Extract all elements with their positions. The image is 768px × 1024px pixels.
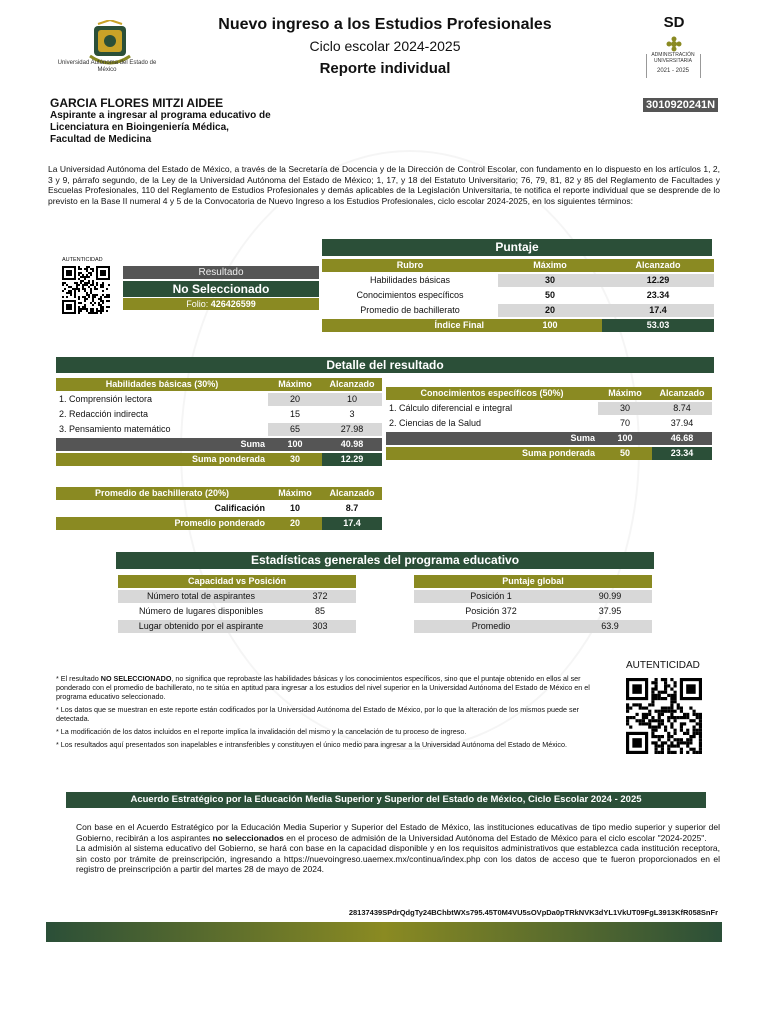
cap-label: Lugar obtenido por el aspirante (118, 620, 284, 633)
global-label: Promedio (414, 620, 568, 633)
puntaje-max: 20 (498, 304, 602, 317)
note-1-a: * El resultado (56, 674, 101, 683)
con-suma-alc: 46.68 (652, 432, 712, 445)
hab-max: 20 (268, 393, 322, 406)
con-header: Conocimientos específicos (50%) (386, 387, 598, 400)
prom-pond-row (56, 517, 382, 530)
acuerdo-p2: La admisión al sistema educativo del Gobierno, se hará con base en la capacidad disponible y en los requisitos administrativos que establezca cada institución receptora, sin costo por trámite de preinscripción, ingresando a https://nuevoingreso.uaemex.mx/continua/index.php con los datos de acceso que te fueron proporcionados en el registro de preinscripción a partir del martes 28 de mayo de 2024. (76, 843, 720, 874)
university-logo-text: Universidad Autónoma del Estado de México (57, 60, 157, 73)
resultado-label: Resultado (123, 266, 319, 279)
puntaje-row (322, 274, 714, 287)
con-suma-max: 100 (598, 432, 652, 445)
conocimientos-table (386, 385, 712, 462)
hab-header-alc: Alcanzado (322, 378, 382, 391)
hab-pond-max: 30 (268, 453, 322, 466)
cap-row (118, 620, 356, 633)
note-1-c: , no significa que reprobaste las habilidades básicas y los conocimientos específicos, sino que el puntaje obtenido en ellos al ser ponderado con el promedio de bachillerato, no te sitúa en aptitud para ingresar a los estudios del nivel superior en la Universidad Autónoma del Estado de México en el programa educativo seleccionado. (56, 674, 590, 701)
hab-name: 2. Redacción indirecta (59, 409, 149, 419)
cap-value: 303 (284, 620, 356, 633)
puntaje-alc: 12.29 (602, 274, 714, 287)
prom-cal-row (56, 502, 382, 515)
capacidad-table (118, 573, 356, 635)
con-suma-row (386, 432, 712, 445)
acuerdo-p1-b: no seleccionados (212, 832, 284, 843)
cycle-subtitle: Ciclo escolar 2024-2025 (309, 38, 461, 54)
puntaje-row (322, 304, 714, 317)
hab-row (56, 408, 382, 421)
cap-row (118, 590, 356, 603)
cap-title: Capacidad vs Posición (118, 575, 356, 588)
notes-section (56, 674, 612, 753)
verification-hash: 28137439SPdrQdgTy24BChbtWXs795.45T0M4VU5sOVpDa0pTRkNVK3dYL1VkUT09FgL3913KfR058SnFr (348, 908, 718, 917)
con-max: 70 (619, 418, 630, 428)
puntaje-final-max: 100 (498, 319, 602, 332)
prom-header-alc: Alcanzado (322, 487, 382, 500)
aspirante-line: Facultad de Medicina (50, 134, 152, 145)
hab-name: 3. Pensamiento matemático (59, 424, 171, 434)
intro-paragraph: La Universidad Autónoma del Estado de México, a través de la Secretaría de Docencia y de la Dirección de Control Escolar, con fundamento en lo dispuesto en los artículos 1, 2, 3 y 9, párrafo segundo, de la Ley de la Universidad Autónoma del Estado de México; 1, 17, y 18 del Estatuto Universitario; 76, 79, 81, 82 y 85 del Reglamento de Facultades y Escuelas Profesionales, 110 del Reglamento de Estudios Profesionales y demás aplicables de la Legislación Universitaria, te notifica el reporte individual que se desprende de lo previsto en la Base II numeral 4 y 5 de la Convocatoria de Nuevo Ingreso a los Estudios Profesionales, ciclo escolar 2024-2025, en los siguientes términos: (48, 164, 720, 206)
cap-label: Número total de aspirantes (118, 590, 284, 603)
prom-cal-label: Calificación (214, 503, 265, 513)
hab-alc: 10 (322, 393, 382, 406)
prom-cal-max: 10 (289, 503, 300, 513)
aspirante-line: Licenciatura en Bioingeniería Médica, (50, 122, 229, 133)
student-folio-code: 3010920241N (643, 98, 718, 112)
cap-row (118, 605, 356, 618)
hab-pond-alc: 12.29 (322, 453, 382, 466)
qr-code-small-icon (62, 266, 110, 314)
puntaje-final-label: Índice Final (322, 319, 498, 332)
note-1-b: NO SELECCIONADO (100, 674, 172, 683)
autenticidad-small-label: AUTENTICIDAD (62, 257, 103, 263)
global-title: Puntaje global (414, 575, 652, 588)
con-alc: 37.94 (670, 418, 694, 428)
con-header-max: Máximo (598, 387, 652, 400)
prom-header-max: Máximo (268, 487, 322, 500)
global-row (414, 590, 652, 603)
note-1 (56, 674, 612, 701)
puntaje-header-alc: Alcanzado (602, 259, 714, 272)
puntaje-title: Puntaje (322, 239, 712, 256)
global-row (414, 620, 652, 633)
puntaje-max: 30 (498, 274, 602, 287)
puntaje-rubro: Habilidades básicas (369, 275, 451, 285)
sd-subtitle: ADMINISTRACIÓN UNIVERSITARIA (651, 52, 695, 64)
resultado-value: No Seleccionado (123, 281, 319, 297)
con-max: 30 (598, 402, 652, 415)
hab-max: 65 (268, 423, 322, 436)
sd-flower-icon (664, 36, 684, 52)
resultado-folio (123, 298, 319, 310)
cap-value: 85 (314, 606, 325, 616)
hab-pond-label: Suma ponderada (56, 453, 268, 466)
con-alc: 8.74 (652, 402, 712, 415)
global-value: 63.9 (568, 620, 652, 633)
prom-header: Promedio de bachillerato (20%) (56, 487, 268, 500)
hab-header-max: Máximo (268, 378, 322, 391)
hab-suma-max: 100 (268, 438, 322, 451)
puntaje-rubro: Conocimientos específicos (356, 290, 464, 300)
page-title: Nuevo ingreso a los Estudios Profesionales (218, 16, 552, 33)
acuerdo-p1-c: en el proceso de admisión de la Universidad Autónoma del Estado de México para el ciclo escolar "2024-2025". (283, 832, 707, 843)
note-4: * Los resultados aquí presentados son inapelables e intransferibles y constituyen el único medio para ingresar a la Universidad Autónoma del Estado de México. (56, 740, 568, 749)
qr-code-large-icon (626, 678, 702, 754)
hab-suma-alc: 40.98 (322, 438, 382, 451)
puntaje-table (322, 257, 714, 334)
puntaje-rubro: Promedio de bachillerato (360, 305, 460, 315)
note-2: * Los datos que se muestran en este reporte están codificados por la Universidad Autónoma del Estado de México, por lo que la alteración de los mismos puede ser detectada. (56, 705, 579, 723)
prom-pond-label: Promedio ponderado (56, 517, 268, 530)
puntaje-header-rubro: Rubro (322, 259, 498, 272)
puntaje-max: 50 (544, 290, 555, 300)
folio-label: Folio: (186, 299, 209, 309)
cap-label: Número de lugares disponibles (138, 606, 264, 616)
habilidades-table (56, 376, 382, 468)
acuerdo-p1 (76, 822, 720, 843)
global-value: 37.95 (598, 606, 622, 616)
con-name: 1. Cálculo diferencial e integral (389, 403, 513, 413)
con-pond-label: Suma ponderada (386, 447, 598, 460)
student-name: GARCIA FLORES MITZI AIDEE (50, 96, 224, 110)
acuerdo-text (76, 822, 720, 875)
global-value: 90.99 (568, 590, 652, 603)
hab-row (56, 423, 382, 436)
puntaje-final-row (322, 319, 714, 332)
acuerdo-title: Acuerdo Estratégico por la Educación Media Superior y Superior del Estado de México, Ciclo Escolar 2024 - 2025 (66, 792, 706, 808)
puntaje-global-table (414, 573, 652, 635)
prom-cal-alc: 8.7 (345, 503, 359, 513)
puntaje-final-alc: 53.03 (602, 319, 714, 332)
con-row (386, 402, 712, 415)
aspirante-info (50, 110, 310, 146)
prom-pond-max: 20 (268, 517, 322, 530)
hab-suma-label: Suma (56, 438, 268, 451)
puntaje-header-max: Máximo (498, 259, 602, 272)
folio-value: 426426599 (210, 299, 256, 309)
autenticidad-large-label: AUTENTICIDAD (626, 660, 700, 671)
hab-suma-row (56, 438, 382, 451)
sd-years: 2021 - 2025 (656, 68, 690, 74)
global-row (414, 605, 652, 618)
con-row (386, 417, 712, 430)
aspirante-line: Aspirante a ingresar al programa educativo de (50, 110, 271, 121)
estadisticas-title: Estadísticas generales del programa educativo (116, 552, 654, 569)
global-label: Posición 1 (414, 590, 568, 603)
cap-value: 372 (284, 590, 356, 603)
puntaje-alc: 23.34 (646, 290, 670, 300)
hab-pond-row (56, 453, 382, 466)
con-pond-alc: 23.34 (652, 447, 712, 460)
hab-header: Habilidades básicas (30%) (56, 378, 268, 391)
hab-name: 1. Comprensión lectora (59, 394, 153, 404)
hab-alc: 3 (349, 409, 355, 419)
global-label: Posición 372 (465, 606, 517, 616)
con-pond-row (386, 447, 712, 460)
sd-logo-text: SD (663, 14, 685, 31)
prom-pond-alc: 17.4 (322, 517, 382, 530)
promedio-table (56, 485, 382, 532)
hab-alc: 27.98 (322, 423, 382, 436)
footer-band (46, 922, 722, 942)
con-pond-max: 50 (598, 447, 652, 460)
con-name: 2. Ciencias de la Salud (389, 418, 482, 428)
report-subtitle: Reporte individual (319, 60, 451, 77)
note-3: * La modificación de los datos incluidos en el reporte implica la invalidación del mismo y la cancelación de tu proceso de ingreso. (56, 727, 467, 736)
hab-row (56, 393, 382, 406)
puntaje-alc: 17.4 (602, 304, 714, 317)
acuerdo-p1-a: Con base en el Acuerdo Estratégico por la Educación Media Superior y Superior del Estado de México, las instituciones educativas de tipo medio superior y superior del Gobierno, recibirán a los aspirantes (76, 822, 720, 843)
con-header-alc: Alcanzado (652, 387, 712, 400)
detalle-title: Detalle del resultado (56, 357, 714, 373)
hab-max: 15 (289, 409, 300, 419)
con-suma-label: Suma (386, 432, 598, 445)
puntaje-row (322, 289, 714, 302)
